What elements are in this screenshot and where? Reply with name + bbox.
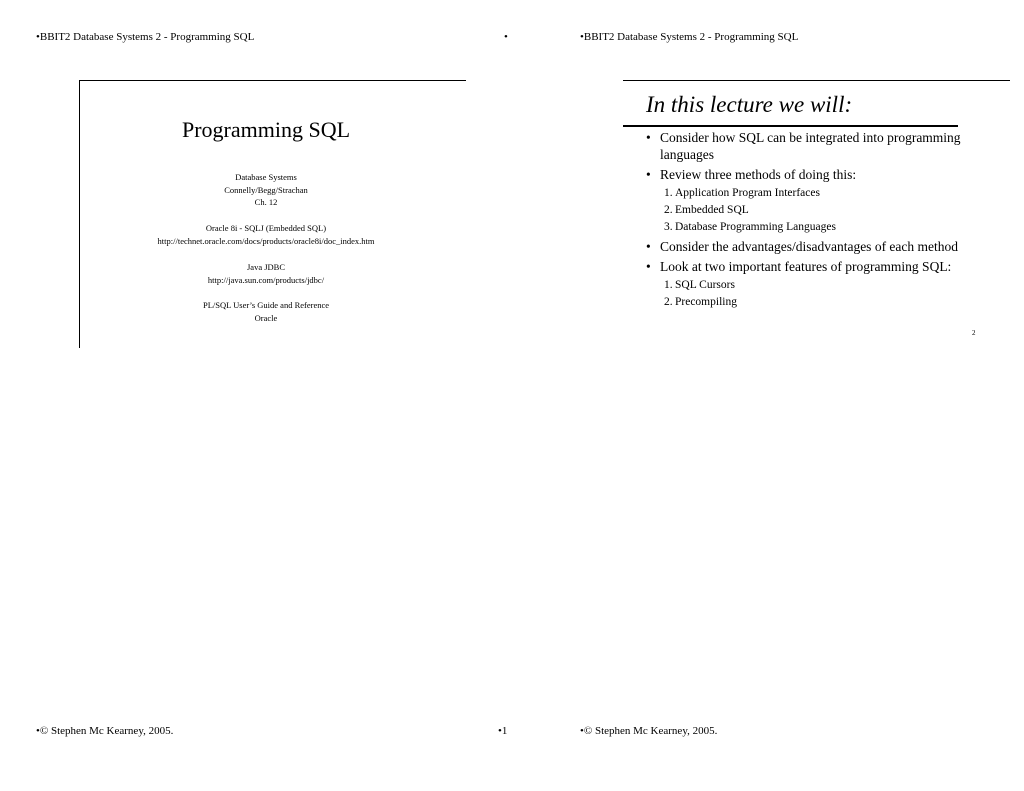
ref-line: Oracle — [254, 312, 278, 323]
bullet-item — [646, 167, 996, 184]
item-number: 1. — [664, 186, 673, 199]
bullet-dot: • — [646, 258, 651, 274]
ref-line: Java JDBC — [246, 262, 285, 272]
bullet-dot: • — [646, 130, 651, 145]
slide2-bullet-list — [646, 130, 996, 314]
item-number: 2. — [664, 203, 673, 216]
header-center: • — [504, 31, 508, 43]
ref-line: Ch. 12 — [254, 197, 278, 207]
footer-right: •© Stephen Mc Kearney, 2005. — [580, 725, 718, 737]
ref-line: Connelly/Begg/Strachan — [224, 184, 308, 195]
footer-left: •© Stephen Mc Kearney, 2005. — [36, 725, 174, 737]
slide2-frame-top — [623, 80, 1010, 81]
footer-center: •1 — [498, 725, 508, 737]
bullet-text: Review three methods of doing this: — [660, 166, 857, 182]
bullet-text: Consider how SQL can be integrated into programming languages — [660, 130, 961, 162]
item-number: 2. — [664, 295, 673, 308]
numbered-item — [646, 185, 996, 202]
numbered-item — [646, 219, 996, 236]
bullet-item — [646, 239, 996, 256]
bullet-item — [646, 130, 996, 163]
bullet-dot: • — [646, 166, 651, 182]
ref-link: http://technet.oracle.com/docs/products/oracle8i/doc_index.htm — [157, 235, 375, 246]
header-left: •BBIT2 Database Systems 2 - Programming SQL — [36, 31, 255, 43]
item-number: 3. — [664, 220, 673, 233]
slide1-ref-jdbc — [80, 261, 452, 286]
ref-line: Database Systems — [235, 172, 297, 182]
numbered-sublist — [646, 277, 996, 311]
slide1-ref-oracle-sqlj — [80, 222, 452, 247]
ref-link: http://java.sun.com/products/jdbc/ — [207, 274, 325, 285]
bullet-text: Look at two important features of programming SQL: — [660, 258, 952, 274]
bullet-item — [646, 259, 996, 276]
slide2-page-number: 2 — [972, 329, 976, 337]
numbered-item — [646, 202, 996, 219]
slide1-ref-plsql — [80, 299, 452, 324]
slide1-ref-database-systems — [80, 171, 452, 209]
item-number: 1. — [664, 278, 673, 291]
item-text: Precompiling — [675, 295, 737, 308]
numbered-item — [646, 277, 996, 294]
ref-line: PL/SQL User’s Guide and Reference — [202, 300, 330, 310]
item-text: Database Programming Languages — [675, 220, 836, 233]
numbered-sublist — [646, 185, 996, 236]
bullet-dot: • — [646, 238, 651, 254]
slide1-frame-top — [79, 80, 466, 81]
bullet-text: Consider the advantages/disadvantages of each method — [660, 238, 959, 254]
slide2-title: In this lecture we will: — [646, 92, 853, 117]
item-text: Application Program Interfaces — [675, 186, 820, 199]
numbered-item — [646, 294, 996, 311]
ref-line: Oracle 8i - SQLJ (Embedded SQL) — [205, 223, 327, 233]
header-right: •BBIT2 Database Systems 2 - Programming SQL — [580, 31, 799, 43]
slide1-title: Programming SQL — [181, 117, 351, 142]
slide2-title-rule — [623, 125, 958, 127]
item-text: SQL Cursors — [675, 278, 735, 291]
item-text: Embedded SQL — [675, 203, 749, 216]
